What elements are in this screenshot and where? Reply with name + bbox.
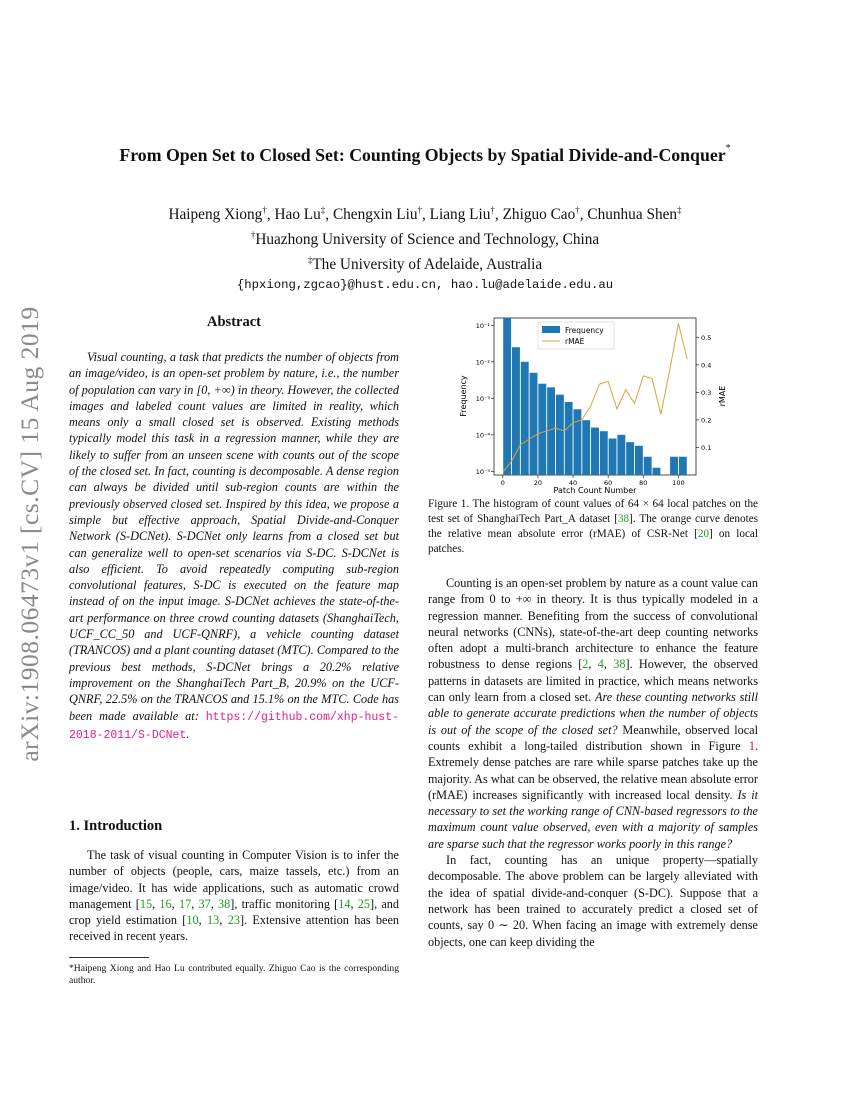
text-run: Counting is an open-set problem by nature as a count value can range from 0 to +∞ in theory. It is thus typically modeled in a regression manner. Benefiting from the success of convolutional neural networks (CNNs), state-of-the-art deep counting networks often adopt a multi-branch architecture to enhance the feature robustness to dense regions [	[428, 576, 758, 672]
y2-tick-label: 0.1	[701, 443, 712, 452]
intro-paragraph: The task of visual counting in Computer Vision is to infer the number of objects (people, cars, maize tassels, etc.) from an image/video. It has wide applications, such as automatic crowd management [15, 16, 17, 37, 38], traffic monitoring [14, 25], and crop yield estimation [10, 13, 23]. Extensive attention has been received in recent years.	[69, 848, 400, 944]
text-run: Meanwhile, observed local counts exhibit a long-tailed distribution shown in Figure	[428, 722, 759, 753]
frequency-bar	[644, 457, 652, 475]
x-tick-label: 60	[604, 479, 613, 487]
author-name: Zhiguo Cao	[502, 206, 576, 224]
frequency-bar	[530, 373, 538, 475]
frequency-bar	[547, 387, 555, 475]
code-link[interactable]: https://github.com/xhp-hust-2018-2011/S-DCNet	[69, 710, 399, 742]
author-emails: {hpxiong,zgcao}@hust.edu.cn, hao.lu@adelaide.edu.au	[236, 278, 614, 293]
y2-tick-label: 0.4	[701, 361, 712, 370]
citation-link[interactable]: 38	[613, 657, 626, 672]
y-tick-label: 10⁻⁵	[475, 467, 490, 476]
frequency-bar	[670, 457, 678, 475]
author-name: Chengxin Liu	[332, 206, 418, 224]
paragraph: Counting is an open-set problem by nature as a count value can range from 0 to +∞ in theory. It is thus typically modeled in a regression manner. Benefiting from the success of convolutional neural networks (CNNs), state-of-the-art deep counting networks often adopt a multi-branch architecture to enhance the feature robustness to dense regions [2, 4, 38]. However, the observed patterns in datasets are limited in practice, which means networks can only learn from a closed set. Are these counting networks still able to generate accurate predictions when the number of objects is out of the scope of the closed set? Meanwhile, observed local counts exhibit a long-tailed distribution shown in Figure 1. Extremely dense patches are rare while sparse patches take up the majority. As what can be observed, the relative mean absolute error (rMAE) increases significantly with increased local density. Is it necessary to set the working range of CNN-based regressors to the maximum count value observed, even with a majority of samples are sparse such that the regressor works poorly in this range?	[428, 576, 759, 851]
affiliation-text: Huazhong University of Science and Technology, China	[255, 231, 600, 249]
frequency-bar	[573, 409, 581, 475]
citation-link[interactable]: 4	[597, 657, 604, 672]
citation-link[interactable]: 16	[159, 896, 172, 911]
x-tick-label: 20	[533, 479, 543, 487]
figure-reference-link[interactable]: 1	[748, 738, 755, 753]
affiliation-text: The University of Adelaide, Australia	[312, 256, 543, 274]
caption-text: ] on local patches.	[428, 528, 759, 555]
frequency-bar	[512, 347, 520, 475]
author-list: Haipeng Xiong†, Hao Lu‡, Chengxin Liu†, Liang Liu†, Zhiguo Cao†, Chunhua Shen‡	[168, 205, 682, 224]
title-footnote-mark: *	[725, 143, 731, 154]
caption-text: ]. The orange curve denotes the relative mean absolute error (rMAE) of CSR-Net [	[428, 513, 759, 540]
author-name: Chunhua Shen	[587, 206, 678, 224]
author-mark: †	[417, 205, 423, 215]
text-run: In fact, counting has an unique property—spatially decomposable. The above problem can be largely alleviated with the idea of spatial divide-and-conquer (S-DC). Suppose that a network has been trained to accurately predict a closed set of counts, say 0 ∼ 20. When facing an image with extremely dense objects, one can keep dividing the	[428, 853, 758, 949]
frequency-bar	[609, 438, 617, 475]
frequency-bar	[556, 395, 564, 475]
author-mark: ‡	[320, 205, 326, 215]
citation-link[interactable]: 38	[617, 513, 630, 525]
citation-link[interactable]: 23	[227, 913, 240, 928]
legend	[538, 322, 614, 349]
citation-link[interactable]: 2	[582, 657, 589, 672]
legend-frequency-swatch	[542, 326, 560, 333]
arxiv-identifier: arXiv:1908.06473v1 [cs.CV] 15 Aug 2019	[15, 306, 44, 762]
y-tick-label: 10⁻²	[475, 358, 490, 367]
citation-link[interactable]: 13	[207, 913, 220, 928]
figure-1-caption	[428, 497, 758, 557]
frequency-bar	[653, 468, 661, 475]
text-run: ], and crop yield estimation [	[69, 896, 400, 928]
y2-tick-label: 0.5	[701, 333, 712, 342]
title-text: From Open Set to Closed Set: Counting Objects by Spatial Divide-and-Conquer	[119, 145, 726, 165]
frequency-bar	[538, 384, 546, 475]
author-mark: †	[490, 205, 495, 215]
y2-axis-label: rMAE	[718, 385, 727, 407]
text-run: The task of visual counting in Computer Vision is to infer the number of objects (people, cars, maize tassels, etc.) from an image/video. It has wide applications, such as automatic crowd management [	[69, 848, 399, 911]
affiliation-2	[40, 250, 810, 275]
text-run: ]. Extensive attention has been received in recent years.	[69, 913, 400, 944]
author-name: Liang Liu	[429, 206, 491, 224]
x-tick-label: 0	[500, 479, 505, 487]
author-mark: ‡	[677, 205, 682, 215]
x-tick-label: 100	[672, 479, 685, 487]
text-run: ], traffic monitoring [	[230, 896, 339, 911]
citation-link[interactable]: 10	[186, 913, 199, 928]
frequency-bar	[521, 362, 529, 475]
abstract-heading: Abstract	[207, 314, 261, 330]
legend-rmae-label: rMAE	[565, 337, 585, 346]
affiliation-mark: †	[250, 230, 256, 241]
abstract-end: .	[186, 726, 190, 741]
frequency-bar	[565, 402, 573, 475]
author-name: Haipeng Xiong	[168, 206, 263, 224]
italic-question: Is it necessary to set the working range of CNN-based regressors to the maximum count value observed, even with a majority of samples are sparse such that the regressor works poorly in this range?	[428, 787, 758, 851]
citation-link[interactable]: 17	[178, 896, 192, 911]
citation-link[interactable]: 25	[357, 896, 371, 911]
author-block	[40, 200, 810, 296]
text-run: . Extremely dense patches are rare while sparse patches take up the majority. As what can be observed, the relative mean absolute error (rMAE) increases significantly with increased local density.	[428, 738, 758, 802]
author-name: Hao Lu	[274, 206, 321, 224]
affiliation-mark: ‡	[307, 255, 313, 266]
frequency-bar	[600, 431, 608, 475]
legend-frequency-label: Frequency	[565, 326, 604, 335]
paragraph	[428, 852, 758, 950]
figure-1-chart	[452, 316, 730, 496]
abstract-body	[69, 349, 399, 744]
frequency-bar	[617, 435, 625, 475]
frequency-bar	[582, 420, 590, 475]
caption-text: Figure 1. The histogram of count values of 64 × 64 local patches on the test set of ShanghaiTech Part_A dataset [	[428, 498, 758, 525]
right-column-body	[428, 575, 758, 950]
y-tick-label: 10⁻³	[475, 394, 490, 403]
text-run: ]. However, the observed patterns in datasets are limited in practice, which means networks can only learn from a closed set.	[428, 657, 759, 705]
author-mark: †	[575, 205, 580, 215]
paper-title	[40, 145, 810, 166]
footnote: *Haipeng Xiong and Hao Lu contributed equally. Zhiguo Cao is the corresponding author.	[69, 963, 399, 986]
y-tick-label: 10⁻¹	[475, 321, 490, 330]
abstract-text: Visual counting, a task that predicts the number of objects from an image/video, is an open-set problem by nature, i.e., the number of population can vary in [0, +∞) in theory. However, the collected images and labeled count values are limited in reality, which means only a small closed set is observed. Existing methods typically model this task in a regression manner, while they are likely to suffer from an unseen scene with counts out of the scope of the closed set. In fact, counting is decomposable. A dense region can always be divided until sub-region counts are within the previously observed closed set. Inspired by this idea, we propose a simple but effective approach, Spatial Divide-and-Conquer Network (S-DCNet). S-DCNet only learns from a closed set but can generalize well to open-set scenarios via S-DC. S-DCNet is also efficient. To avoid repeatedly computing sub-region convolutional features, S-DC is executed on the feature map instead of on the input image. S-DCNet achieves the state-of-the-art performance on three crowd counting datasets (ShanghaiTech, UCF_CC_50 and UCF-QNRF), a vehicle counting dataset (TRANCOS) and a plant counting dataset (MTC). Compared to the previous best methods, S-DCNet brings a 20.2% relative improvement on the ShanghaiTech Part_B, 20.9% on the UCF-QNRF, 22.5% on the TRANCOS and 15.1% on the MTC. Code has been made available at:	[69, 350, 399, 723]
italic-question: Are these counting networks still able to generate accurate predictions when the number of objects is out of the scope of the closed set?	[428, 690, 758, 737]
citation-link[interactable]: 38	[218, 896, 231, 911]
author-mark: †	[262, 205, 267, 215]
frequency-bar	[591, 428, 599, 475]
citation-link[interactable]: 20	[697, 528, 710, 540]
frequency-bar	[503, 318, 511, 475]
x-tick-label: 40	[568, 479, 578, 487]
frequency-bar	[626, 442, 634, 475]
section-heading-introduction: 1. Introduction	[69, 818, 163, 834]
y-axis-label: Frequency	[459, 375, 468, 417]
frequency-bar	[679, 457, 687, 475]
frequency-bar	[635, 446, 643, 475]
citation-link[interactable]: 14	[338, 896, 351, 911]
citation-link[interactable]: 37	[198, 896, 211, 911]
footnote-rule	[69, 957, 149, 958]
y-tick-label: 10⁻⁴	[475, 431, 490, 440]
y2-tick-label: 0.3	[701, 388, 712, 397]
citation-link[interactable]: 15	[139, 896, 153, 911]
x-tick-label: 80	[639, 479, 648, 487]
y2-tick-label: 0.2	[701, 416, 712, 425]
x-axis-label: Patch Count Number	[553, 486, 637, 495]
affiliation-1	[40, 225, 810, 250]
